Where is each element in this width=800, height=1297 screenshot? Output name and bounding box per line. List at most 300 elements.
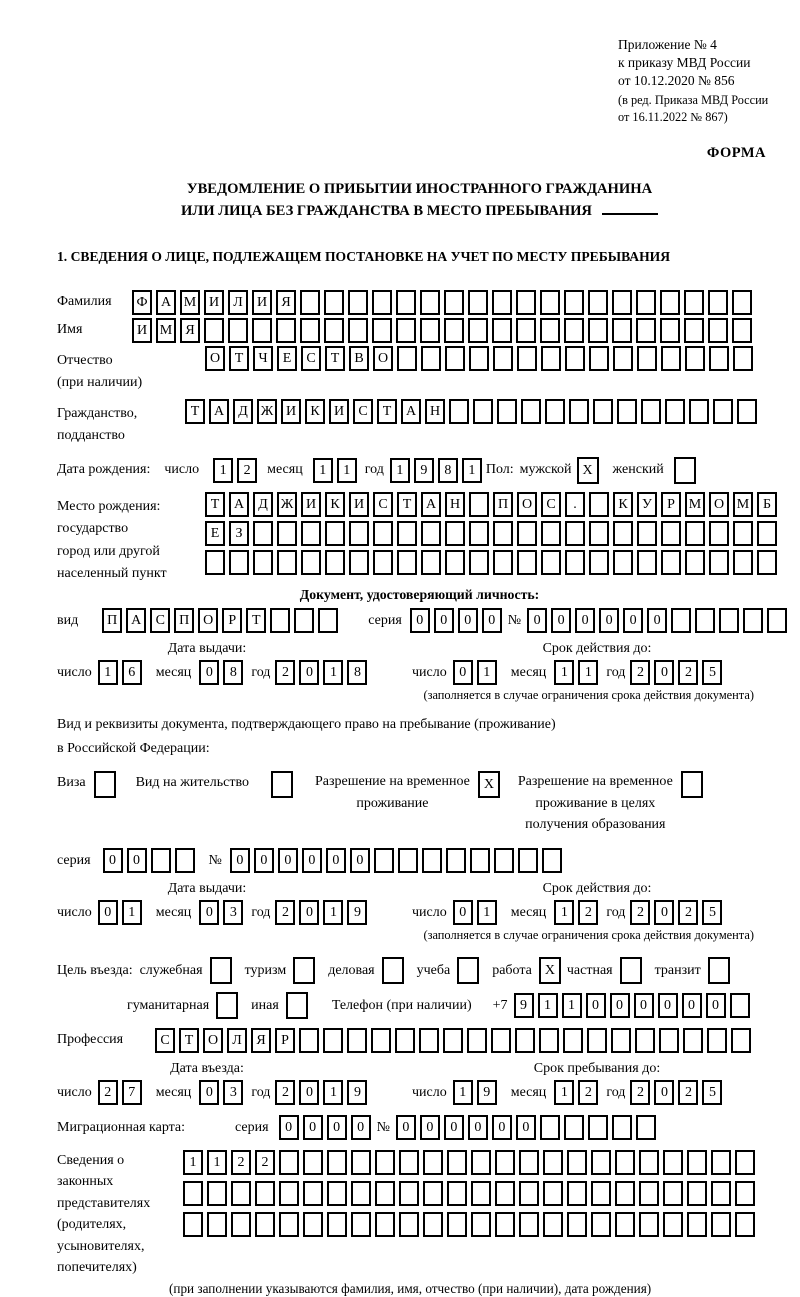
form-cell xyxy=(589,550,609,575)
day-label: число xyxy=(164,462,200,478)
purpose-row2 xyxy=(57,992,782,1019)
form-cell: Д xyxy=(233,399,253,424)
form-cell xyxy=(205,550,225,575)
form-cell: 0 xyxy=(420,1115,440,1140)
form-cell xyxy=(564,318,584,343)
form-cell: 1 xyxy=(323,660,343,685)
month-label: месяц xyxy=(155,1084,192,1100)
form-cell xyxy=(252,318,272,343)
form-cell: 5 xyxy=(702,900,722,925)
form-cell: 2 xyxy=(255,1150,275,1175)
form-cell xyxy=(663,1181,683,1206)
purpose-row1 xyxy=(57,957,782,984)
form-cell: Т xyxy=(377,399,397,424)
form-cell: 1 xyxy=(313,458,333,483)
form-cell xyxy=(685,346,705,371)
purpose-study-checkbox xyxy=(457,957,479,984)
form-cell: Ф xyxy=(132,290,152,315)
form-cell xyxy=(300,290,320,315)
form-cell: 0 xyxy=(516,1115,536,1140)
form-cell xyxy=(421,550,441,575)
expiry-year-grid xyxy=(630,660,726,685)
form-cell xyxy=(494,848,514,873)
form-cell xyxy=(447,1212,467,1237)
form-cell: С xyxy=(353,399,373,424)
purpose-work-label: работа xyxy=(492,962,532,978)
day-label: число xyxy=(57,1084,92,1100)
birth-place-grids xyxy=(205,492,781,579)
form-cell xyxy=(398,848,418,873)
sex-female-label: женский xyxy=(612,462,664,478)
form-cell: К xyxy=(613,492,633,517)
form-cell xyxy=(372,290,392,315)
month-label: месяц xyxy=(155,904,192,920)
form-cell: П xyxy=(493,492,513,517)
purpose-transit-checkbox xyxy=(708,957,730,984)
temp-residence-education-label: Разрешение на временное проживание в целях получения образования xyxy=(517,774,673,833)
form-cell: А xyxy=(229,492,249,517)
form-cell: М xyxy=(180,290,200,315)
form-cell xyxy=(327,1212,347,1237)
form-cell: 2 xyxy=(275,660,295,685)
purpose-private-checkbox xyxy=(620,957,642,984)
form-cell: 0 xyxy=(623,608,643,633)
issue-month-grid xyxy=(199,660,247,685)
form-cell xyxy=(539,1028,559,1053)
form-cell xyxy=(325,521,345,546)
annex-line: к приказу МВД России xyxy=(618,54,751,70)
form-cell xyxy=(351,1181,371,1206)
form-cell: 2 xyxy=(578,900,598,925)
stay-day-grid xyxy=(453,1080,501,1105)
expiry-day-grid xyxy=(453,660,501,685)
form-cell xyxy=(351,1212,371,1237)
form-cell xyxy=(563,1028,583,1053)
form-cell: 2 xyxy=(237,458,257,483)
form-cell: С xyxy=(150,608,170,633)
form-cell: 0 xyxy=(482,608,502,633)
form-cell xyxy=(519,1181,539,1206)
birth-place-row2 xyxy=(205,521,781,546)
form-cell xyxy=(395,1028,415,1053)
doc-series-label: серия xyxy=(368,612,402,628)
form-cell: 5 xyxy=(702,660,722,685)
form-cell xyxy=(735,1181,755,1206)
residence-doc-dates xyxy=(57,881,782,925)
form-cell: Я xyxy=(276,290,296,315)
form-cell: 0 xyxy=(350,848,370,873)
form-cell xyxy=(517,346,537,371)
form-cell xyxy=(516,290,536,315)
form-cell: 9 xyxy=(347,1080,367,1105)
form-cell xyxy=(543,1212,563,1237)
form-cell xyxy=(613,521,633,546)
form-cell xyxy=(713,399,733,424)
form-cell xyxy=(685,521,705,546)
day-label: число xyxy=(412,1084,447,1100)
form-cell xyxy=(303,1212,323,1237)
residence-expiry-day-grid xyxy=(453,900,501,925)
form-cell xyxy=(708,318,728,343)
form-cell xyxy=(468,290,488,315)
form-cell xyxy=(445,521,465,546)
form-cell: 0 xyxy=(434,608,454,633)
form-cell: 9 xyxy=(477,1080,497,1105)
form-cell xyxy=(324,318,344,343)
form-cell xyxy=(588,1115,608,1140)
form-cell: 2 xyxy=(98,1080,118,1105)
form-cell: Т xyxy=(397,492,417,517)
birth-year-grid xyxy=(390,458,486,483)
form-cell xyxy=(757,521,777,546)
form-cell xyxy=(253,521,273,546)
form-cell: 8 xyxy=(347,660,367,685)
form-cell: . xyxy=(565,492,585,517)
form-cell: Т xyxy=(185,399,205,424)
form-cell: О xyxy=(203,1028,223,1053)
form-cell xyxy=(396,318,416,343)
form-cell xyxy=(588,290,608,315)
form-cell: 1 xyxy=(554,900,574,925)
form-cell xyxy=(231,1212,251,1237)
form-cell xyxy=(419,1028,439,1053)
residence-number-grid xyxy=(230,848,566,873)
form-cell xyxy=(323,1028,343,1053)
form-cell xyxy=(325,550,345,575)
form-cell xyxy=(589,346,609,371)
form-cell xyxy=(660,318,680,343)
form-cell xyxy=(277,521,297,546)
form-cell: 0 xyxy=(103,848,123,873)
form-cell xyxy=(492,290,512,315)
form-cell xyxy=(294,608,314,633)
form-cell xyxy=(661,346,681,371)
series-label: серия xyxy=(235,1119,269,1135)
form-cell xyxy=(695,608,715,633)
form-cell xyxy=(399,1212,419,1237)
residence-permit-checkbox xyxy=(271,771,293,798)
form-cell xyxy=(493,346,513,371)
doc-type-label: вид xyxy=(57,612,79,628)
form-cell xyxy=(641,399,661,424)
form-cell xyxy=(183,1212,203,1237)
representatives-row3 xyxy=(183,1212,759,1237)
form-cell: 9 xyxy=(347,900,367,925)
form-cell xyxy=(471,1212,491,1237)
form-cell xyxy=(587,1028,607,1053)
form-cell: М xyxy=(685,492,705,517)
form-cell: 2 xyxy=(275,900,295,925)
stay-year-grid xyxy=(630,1080,726,1105)
form-cell: Р xyxy=(275,1028,295,1053)
form-cell: 0 xyxy=(230,848,250,873)
form-cell xyxy=(663,1212,683,1237)
form-cell xyxy=(276,318,296,343)
stay-month-grid xyxy=(554,1080,602,1105)
form-cell xyxy=(732,318,752,343)
form-cell xyxy=(730,993,750,1018)
form-cell: Р xyxy=(222,608,242,633)
form-cell xyxy=(707,1028,727,1053)
form-cell xyxy=(228,318,248,343)
form-cell: 0 xyxy=(634,993,654,1018)
form-cell xyxy=(541,346,561,371)
form-cell xyxy=(397,550,417,575)
form-cell xyxy=(348,290,368,315)
form-cell xyxy=(665,399,685,424)
form-cell xyxy=(719,608,739,633)
form-cell xyxy=(639,1212,659,1237)
form-cell: 1 xyxy=(183,1150,203,1175)
form-cell xyxy=(491,1028,511,1053)
residence-doc-heading: Вид и реквизиты документа, подтверждающего право на пребывание (проживание) в Российской Федерации: xyxy=(57,717,556,757)
form-cell: 0 xyxy=(610,993,630,1018)
birth-place-row1 xyxy=(205,492,781,517)
migration-card-label: Миграционная карта: xyxy=(57,1119,186,1135)
form-cell xyxy=(711,1181,731,1206)
form-cell: 0 xyxy=(658,993,678,1018)
purpose-other-label: иная xyxy=(251,997,279,1013)
form-cell xyxy=(493,521,513,546)
form-cell xyxy=(732,290,752,315)
form-cell: З xyxy=(229,521,249,546)
form-cell xyxy=(687,1181,707,1206)
form-cell: А xyxy=(156,290,176,315)
form-cell xyxy=(685,550,705,575)
form-cell xyxy=(277,550,297,575)
form-cell: 1 xyxy=(98,660,118,685)
form-cell: 1 xyxy=(122,900,142,925)
form-cell xyxy=(617,399,637,424)
form-cell xyxy=(421,521,441,546)
issue-year-grid xyxy=(275,660,371,685)
form-cell xyxy=(422,848,442,873)
form-cell xyxy=(731,1028,751,1053)
migration-card-row xyxy=(57,1115,782,1140)
representatives-row2 xyxy=(183,1181,759,1206)
form-cell: Е xyxy=(277,346,297,371)
form-cell xyxy=(371,1028,391,1053)
representatives-grids xyxy=(183,1150,759,1278)
form-cell: И xyxy=(204,290,224,315)
form-cell xyxy=(639,1181,659,1206)
form-cell: Я xyxy=(251,1028,271,1053)
purpose-private-label: частная xyxy=(566,962,613,978)
form-cell xyxy=(372,318,392,343)
form-cell: А xyxy=(401,399,421,424)
form-cell xyxy=(469,550,489,575)
form-cell xyxy=(421,346,441,371)
form-cell xyxy=(661,521,681,546)
form-cell xyxy=(540,318,560,343)
form-cell: Т xyxy=(246,608,266,633)
form-cell xyxy=(255,1212,275,1237)
form-cell xyxy=(636,290,656,315)
doc-type-grid xyxy=(102,608,342,633)
year-label: год xyxy=(251,664,271,680)
form-cell: Д xyxy=(253,492,273,517)
doc-series-grid xyxy=(410,608,506,633)
form-cell: О xyxy=(198,608,218,633)
form-cell xyxy=(588,318,608,343)
form-cell xyxy=(518,848,538,873)
month-label: месяц xyxy=(510,664,547,680)
form-cell: 0 xyxy=(453,900,473,925)
form-cell: 2 xyxy=(630,1080,650,1105)
form-cell xyxy=(687,1212,707,1237)
form-cell xyxy=(303,1181,323,1206)
form-cell xyxy=(564,290,584,315)
form-cell: Л xyxy=(228,290,248,315)
form-cell: 0 xyxy=(654,900,674,925)
birth-month-grid xyxy=(313,458,361,483)
form-cell xyxy=(615,1212,635,1237)
form-cell: 1 xyxy=(477,900,497,925)
form-cell xyxy=(348,318,368,343)
form-cell: У xyxy=(637,492,657,517)
form-cell xyxy=(743,608,763,633)
form-cell: К xyxy=(325,492,345,517)
sex-label: Пол: xyxy=(485,462,514,478)
temp-residence-checkbox: X xyxy=(478,771,500,798)
section1-heading: 1. СВЕДЕНИЯ О ЛИЦЕ, ПОДЛЕЖАЩЕМ ПОСТАНОВКЕ НА УЧЕТ ПО МЕСТУ ПРЕБЫВАНИЯ xyxy=(57,249,671,265)
form-cell xyxy=(615,1181,635,1206)
option-temp-residence-education xyxy=(518,771,703,836)
form-cell: 8 xyxy=(438,458,458,483)
form-cell: 0 xyxy=(654,1080,674,1105)
form-cell xyxy=(564,1115,584,1140)
form-cell xyxy=(540,290,560,315)
purpose-label: Цель въезда: xyxy=(57,962,133,978)
form-cell xyxy=(301,550,321,575)
form-cell xyxy=(495,1181,515,1206)
annex-line: от 10.12.2020 № 856 xyxy=(618,72,735,88)
form-cell xyxy=(517,521,537,546)
residence-series-grid xyxy=(103,848,199,873)
form-cell xyxy=(515,1028,535,1053)
form-cell: 1 xyxy=(578,660,598,685)
amendment-line: (в ред. Приказа МВД России xyxy=(618,93,769,108)
form-cell xyxy=(735,1212,755,1237)
form-cell: 0 xyxy=(303,1115,323,1140)
form-cell xyxy=(467,1028,487,1053)
month-label: месяц xyxy=(267,462,303,478)
form-cell: 0 xyxy=(127,848,147,873)
form-cell xyxy=(473,399,493,424)
form-cell xyxy=(567,1181,587,1206)
purpose-tourism-checkbox xyxy=(293,957,315,984)
form-cell: А xyxy=(126,608,146,633)
form-cell: 0 xyxy=(551,608,571,633)
form-cell xyxy=(204,318,224,343)
migration-number-grid xyxy=(396,1115,660,1140)
form-cell: 0 xyxy=(299,660,319,685)
form-cell: 0 xyxy=(199,900,219,925)
form-cell xyxy=(635,1028,655,1053)
residence-doc-options xyxy=(57,771,782,836)
form-cell: Т xyxy=(229,346,249,371)
form-cell xyxy=(637,346,657,371)
form-cell xyxy=(689,399,709,424)
form-cell xyxy=(468,318,488,343)
form-cell: 0 xyxy=(458,608,478,633)
profession-grid xyxy=(155,1028,755,1053)
form-cell xyxy=(470,848,490,873)
form-cell: 0 xyxy=(410,608,430,633)
form-cell: Р xyxy=(661,492,681,517)
form-cell xyxy=(683,1028,703,1053)
form-title-line1: УВЕДОМЛЕНИЕ О ПРИБЫТИИ ИНОСТРАННОГО ГРАЖДАНИНА xyxy=(186,180,653,197)
form-cell xyxy=(183,1181,203,1206)
form-cell: 1 xyxy=(554,1080,574,1105)
form-cell: 0 xyxy=(453,660,473,685)
form-cell: 0 xyxy=(278,848,298,873)
form-cell: 0 xyxy=(98,900,118,925)
form-cell: 1 xyxy=(390,458,410,483)
form-cell xyxy=(612,290,632,315)
representatives-footnote: (при заполнении указываются фамилия, имя, отчество (при наличии), дата рождения) xyxy=(169,1280,652,1296)
number-label: № xyxy=(376,1119,390,1135)
visa-checkbox xyxy=(94,771,116,798)
annex-reference xyxy=(618,36,782,89)
sex-female-checkbox xyxy=(674,457,696,484)
option-residence-permit xyxy=(136,771,293,798)
form-cell: 0 xyxy=(351,1115,371,1140)
form-cell: 0 xyxy=(599,608,619,633)
amendment-reference xyxy=(618,92,782,124)
birth-day-grid xyxy=(213,458,261,483)
form-cell xyxy=(733,346,753,371)
form-cell: Т xyxy=(179,1028,199,1053)
expiry-date-heading: Срок действия до: xyxy=(542,641,652,657)
visa-label: Виза xyxy=(57,775,86,790)
form-cell: 2 xyxy=(678,1080,698,1105)
title-blank-underline xyxy=(602,201,658,215)
form-cell xyxy=(593,399,613,424)
form-cell xyxy=(567,1212,587,1237)
year-label: год xyxy=(606,664,626,680)
expiry-date-heading: Срок действия до: xyxy=(542,881,652,897)
form-cell: М xyxy=(733,492,753,517)
form-cell xyxy=(449,399,469,424)
form-cell xyxy=(151,848,171,873)
entry-year-grid xyxy=(275,1080,371,1105)
form-cell: 1 xyxy=(562,993,582,1018)
citizenship-label: Гражданство, подданство xyxy=(57,406,138,444)
form-label: ФОРМА xyxy=(706,144,766,161)
form-cell xyxy=(636,1115,656,1140)
year-label: год xyxy=(251,904,271,920)
form-cell: Т xyxy=(205,492,225,517)
form-cell xyxy=(565,550,585,575)
purpose-official-checkbox xyxy=(210,957,232,984)
form-cell xyxy=(373,550,393,575)
form-cell xyxy=(733,550,753,575)
entry-day-grid xyxy=(98,1080,146,1105)
name-grid xyxy=(132,318,756,343)
day-label: число xyxy=(57,904,92,920)
name-label: Имя xyxy=(57,322,83,338)
form-cell: 1 xyxy=(477,660,497,685)
form-cell: Я xyxy=(180,318,200,343)
form-cell: Т xyxy=(325,346,345,371)
day-label: число xyxy=(412,904,447,920)
year-label: год xyxy=(364,462,384,478)
form-cell xyxy=(423,1212,443,1237)
form-cell: 1 xyxy=(554,660,574,685)
form-cell: О xyxy=(709,492,729,517)
issue-day-grid xyxy=(98,660,146,685)
